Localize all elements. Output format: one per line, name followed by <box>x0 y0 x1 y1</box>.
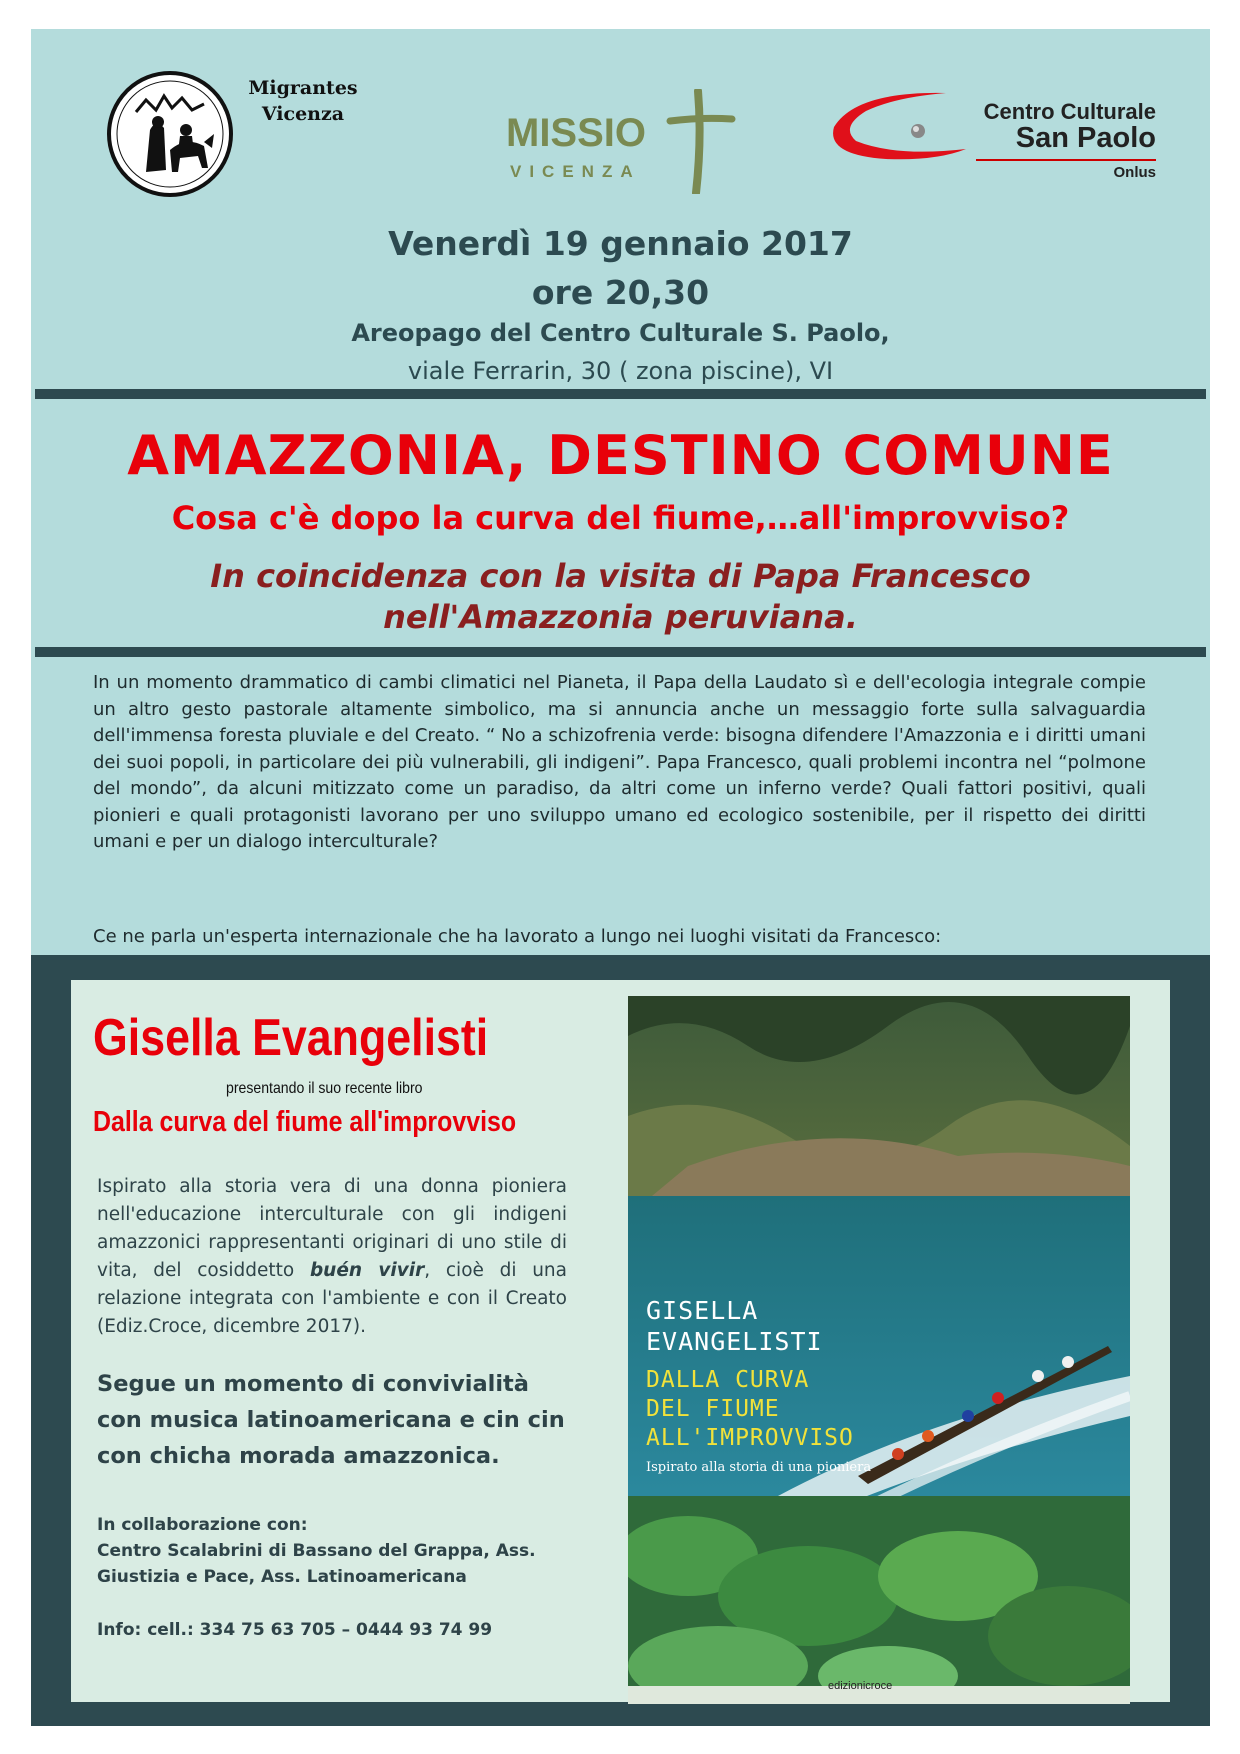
book-cover <box>628 996 1130 1704</box>
conviviality-text: Segue un momento di convivialità con musica latinoamericana e cin cin con chicha morada amazzonica. <box>97 1371 565 1469</box>
event-address: viale Ferrarin, 30 ( zona piscine), VI <box>407 357 834 385</box>
speaker-section <box>31 955 1210 1726</box>
description-before: Ispirato alla storia vera di una donna pioniera nell'educazione interculturale con gli indigeni amazzonici rappresentanti originari di uno stile di vita, del cosiddetto <box>97 1176 567 1281</box>
intro-paragraph: In un momento drammatico di cambi climatici nel Pianeta, il Papa della Laudato sì e dell'ecologia integrale compie un altro gesto pastorale altamente simbolico, ma si annuncia anche un messaggio forte sulla salvaguardia dell'immensa foresta pluviale e del Creato. “ No a schizofrenia verde: bisogna difendere l'Amazzonia e i diritti umani dei suoi popoli, in particolare dei più vulnerabili, gli indigeni”. Papa Francesco, quali problemi incontra nel “polmone del mondo”, da alcuni mitizzato come un paradiso, da altri come un inferno verde? Quali fattori positivi, quali pionieri e quali protagonisti lavorano per uno sviluppo umano ed ecologico sostenibile, per il rispetto dei diritti umani e per un dialogo interculturale? <box>93 672 1146 852</box>
csp-line2: San Paolo <box>1015 122 1156 154</box>
csp-suffix: Onlus <box>1113 164 1156 181</box>
poster <box>31 29 1210 1726</box>
event-time: ore 20,30 <box>531 273 710 312</box>
csp-line1: Centro Culturale <box>983 99 1156 124</box>
cover-title-line: DALLA CURVA <box>646 1367 810 1393</box>
headline-coincidence: In coincidenza con la visita di Papa Francesco nell'Amazzonia peruviana. <box>210 557 1031 636</box>
description-after: , cioè di una relazione integrata con l'ambiente e con il Creato (Ediz.Croce, dicembre 2017). <box>97 1260 567 1337</box>
holy-family-emblem-icon <box>106 70 234 198</box>
centro-culturale-logo <box>826 77 1156 187</box>
intro-last-line: Ce ne parla un'esperta internazionale che ha lavorato a lungo nei luoghi visitati da Francesco: <box>93 926 942 947</box>
missio-logo <box>506 59 756 194</box>
headline-subtitle: Cosa c'è dopo la curva del fiume,…all'improvviso? <box>171 499 1070 537</box>
cover-title-line: ALL'IMPROVVISO <box>646 1425 854 1451</box>
csp-divider <box>976 159 1156 161</box>
collaboration-partners: Centro Scalabrini di Bassano del Grappa, Ass. Giustizia e Pace, Ass. Latinoamericana <box>97 1541 536 1587</box>
cross-icon <box>666 89 736 194</box>
cover-author-first: GISELLA <box>646 1296 759 1325</box>
speaker-name: Gisella Evangelisti <box>93 1009 489 1067</box>
contact-info: Info: cell.: 334 75 63 705 – 0444 93 74 99 <box>97 1620 493 1640</box>
book-title: Dalla curva del fiume all'improvviso <box>93 1106 517 1138</box>
divider-bottom <box>35 647 1206 657</box>
book-description <box>97 1173 567 1341</box>
cover-author-last: EVANGELISTI <box>646 1327 823 1356</box>
description-emphasis: buén vivir <box>309 1260 425 1281</box>
cover-subtitle: Ispirato alla storia di una pioniera <box>646 1460 872 1475</box>
presenting-label: presentando il suo recente libro <box>226 1080 423 1097</box>
missio-word: MISSIO <box>506 111 647 155</box>
divider-top <box>35 389 1206 399</box>
collaboration-heading: In collaborazione con: <box>97 1515 308 1535</box>
cover-title-line: DEL FIUME <box>646 1396 780 1422</box>
migrantes-name: Migrantes Vicenza <box>248 77 358 125</box>
missio-city: VICENZA <box>510 162 641 181</box>
speaker-panel <box>71 980 1170 1702</box>
event-date: Venerdì 19 gennaio 2017 <box>388 224 853 263</box>
migrantes-logo <box>106 70 366 200</box>
cover-publisher: edizionicroce <box>828 1680 893 1692</box>
headline-title: AMAZZONIA, DESTINO COMUNE <box>127 424 1114 487</box>
swoosh-icon <box>826 87 976 167</box>
cover-title <box>646 1366 854 1453</box>
event-venue: Areopago del Centro Culturale S. Paolo, <box>351 319 890 347</box>
